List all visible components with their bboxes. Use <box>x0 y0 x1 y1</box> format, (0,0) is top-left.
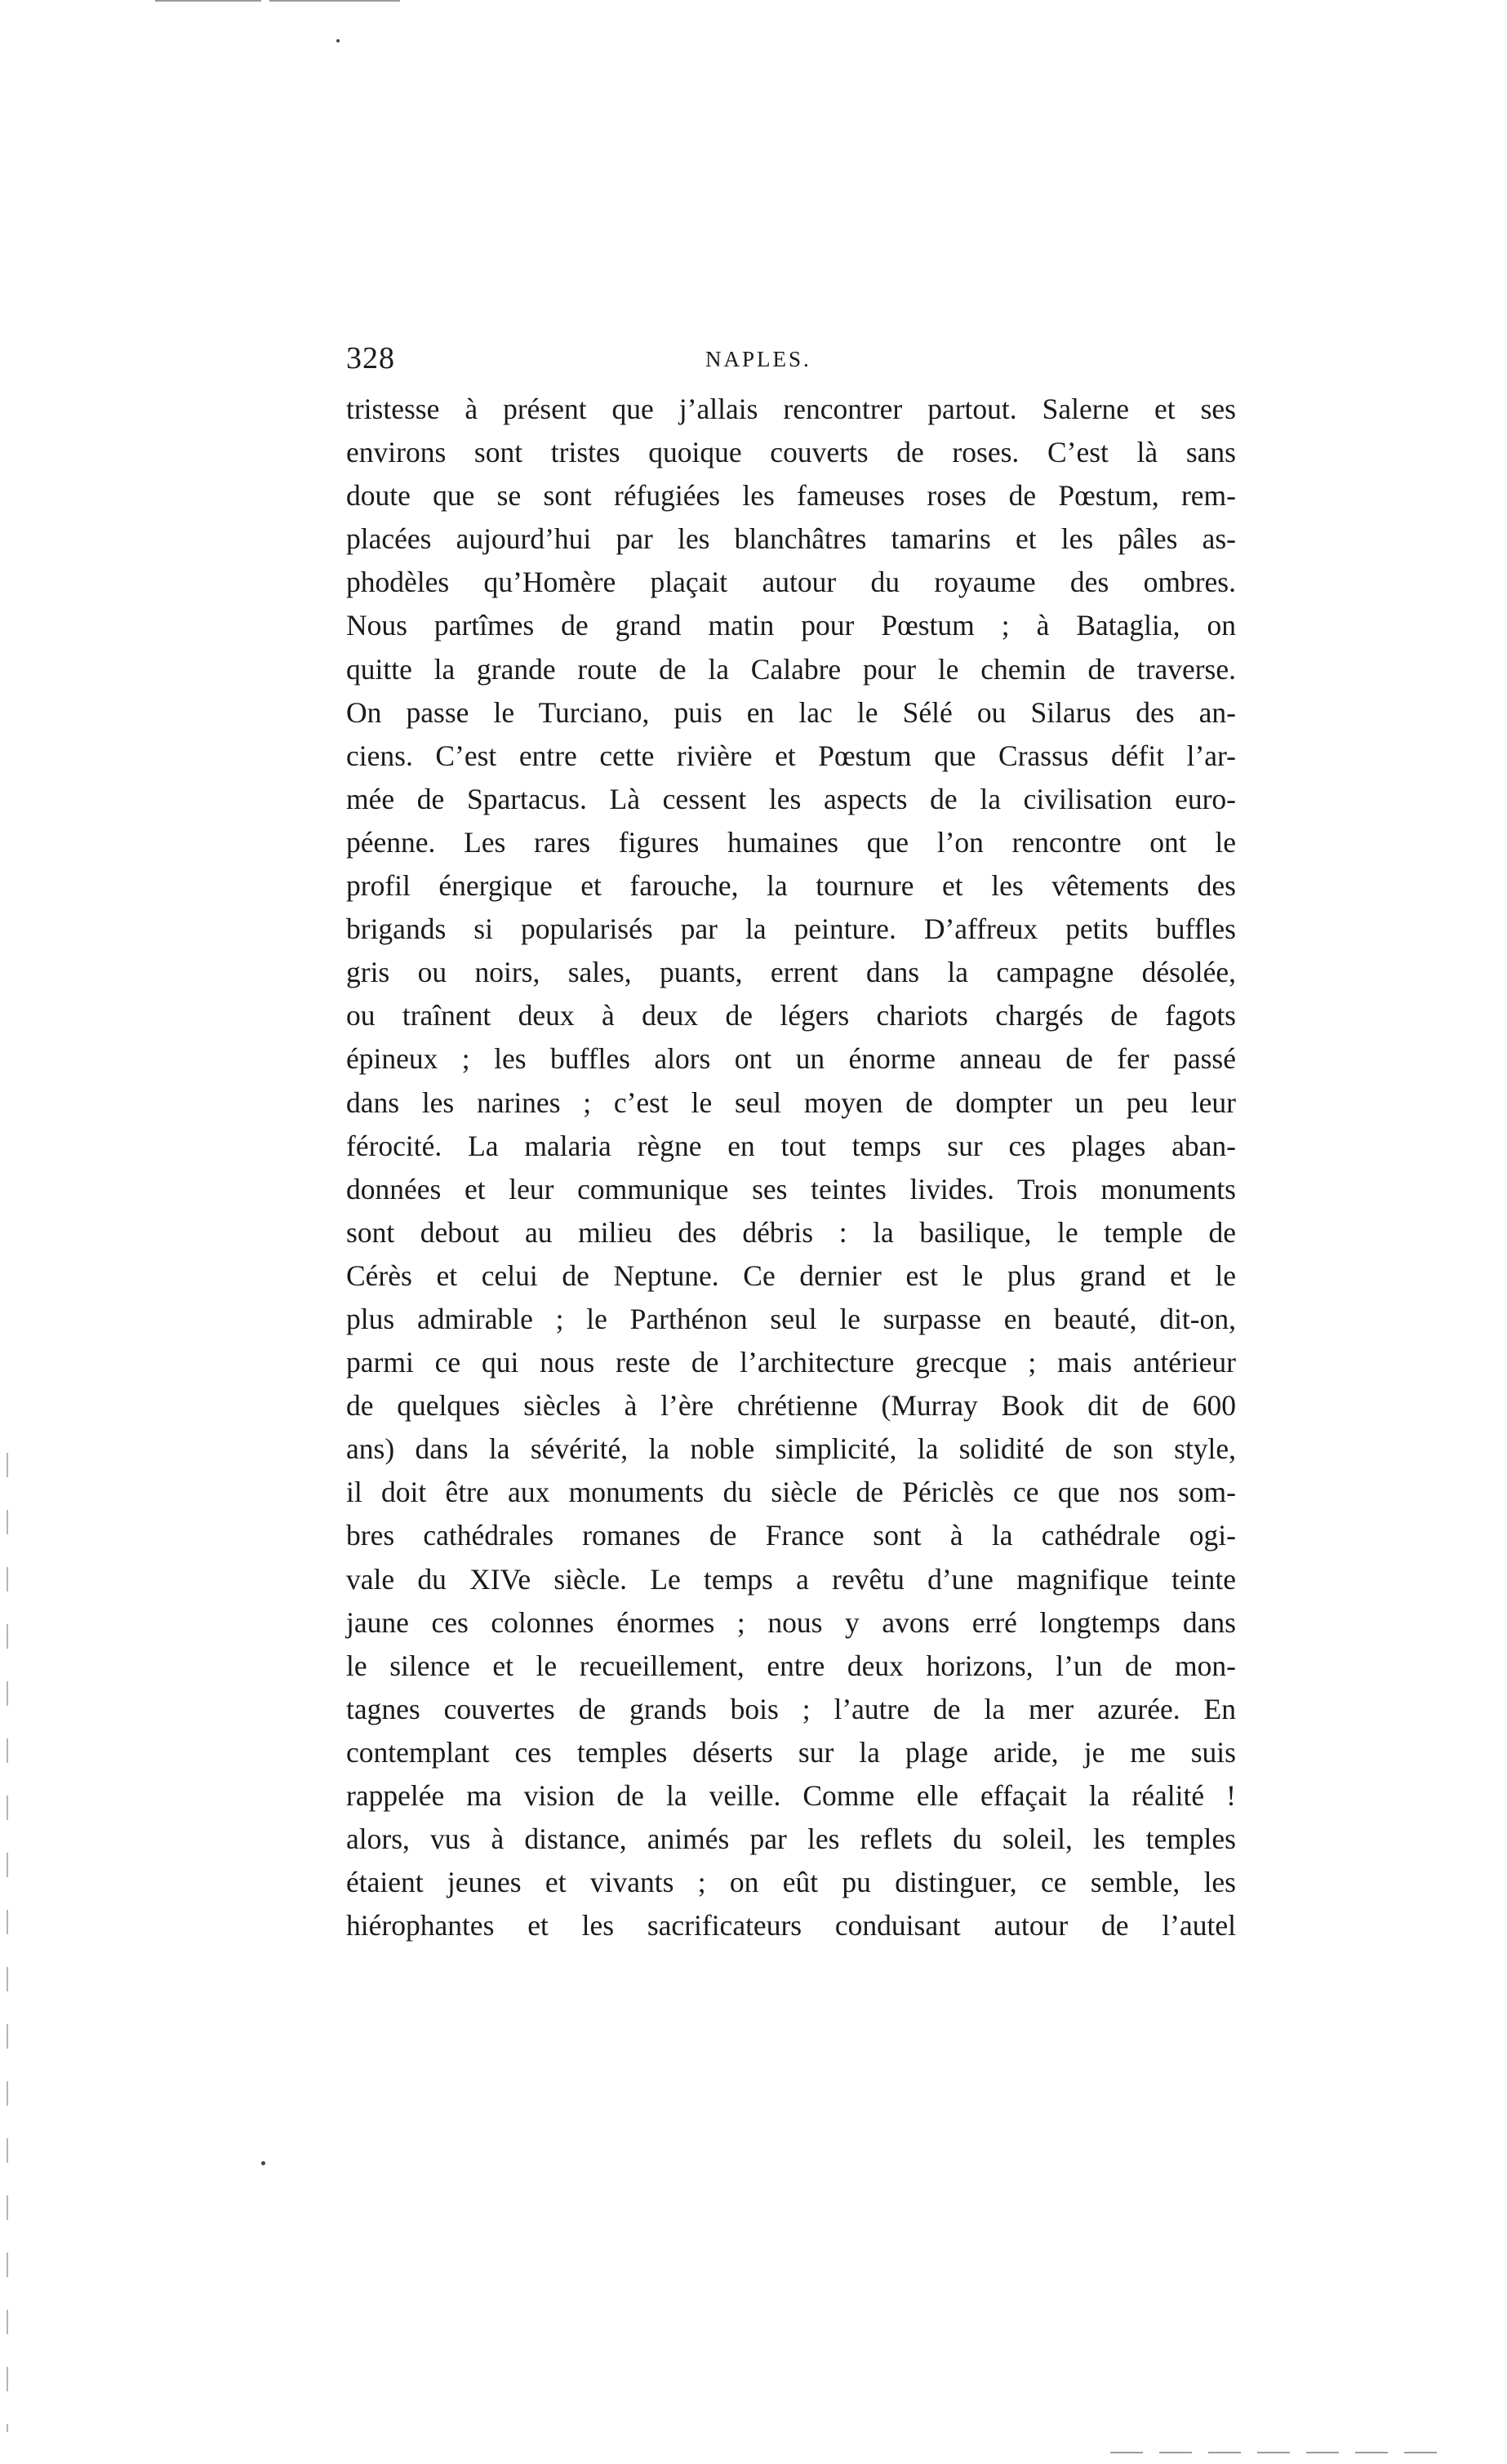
text-line: parmi ce qui nous reste de l’architecture grecque ; mais antérieur <box>346 1346 1236 1379</box>
text-line: rappelée ma vision de la veille. Comme elle effaçait la réalité ! <box>346 1779 1236 1812</box>
text-line: il doit être aux monuments du siècle de Périclès ce que nos som- <box>346 1476 1236 1509</box>
text-line: profil énergique et farouche, la tournure et les vêtements des <box>346 869 1236 903</box>
text-line: hiérophantes et les sacrificateurs conduisant autour de l’autel <box>346 1909 1236 1942</box>
text-line: quitte la grande route de la Calabre pour le chemin de traverse. <box>346 652 1236 686</box>
text-line: péenne. Les rares figures humaines que l’on rencontre ont le <box>346 825 1236 859</box>
text-line: doute que se sont réfugiées les fameuses roses de Pœstum, rem- <box>346 479 1236 513</box>
text-line: bres cathédrales romanes de France sont à la cathédrale ogi- <box>346 1519 1236 1552</box>
text-line: Cérès et celui de Neptune. Ce dernier est le plus grand et le <box>346 1259 1236 1292</box>
text-line: phodèles qu’Homère plaçait autour du royaume des ombres. <box>346 566 1236 599</box>
text-line: environs sont tristes quoique couverts de roses. C’est là sans <box>346 436 1236 469</box>
text-line: ciens. C’est entre cette rivière et Pœstum que Crassus défit l’ar- <box>346 739 1236 772</box>
text-line: tristesse à présent que j’allais rencontrer partout. Salerne et ses <box>346 393 1236 425</box>
text-line: ou traînent deux à deux de légers chariots chargés de fagots <box>346 999 1236 1032</box>
text-line: brigands si popularisés par la peinture. D’affreux petits buffles <box>346 912 1236 946</box>
text-line: alors, vus à distance, animés par les reflets du soleil, les temples <box>346 1822 1236 1856</box>
text-line: plus admirable ; le Parthénon seul le surpasse en beauté, dit-on, <box>346 1302 1236 1335</box>
text-line: données et leur communique ses teintes livides. Trois monuments <box>346 1172 1236 1205</box>
text-line: placées aujourd’hui par les blanchâtres tamarins et les pâles as- <box>346 522 1236 556</box>
text-line: mée de Spartacus. Là cessent les aspects de la civilisation euro- <box>346 782 1236 815</box>
body-text <box>346 388 1236 1947</box>
page-number: 328 <box>346 341 395 375</box>
running-head: NAPLES. <box>705 347 811 371</box>
text-line: gris ou noirs, sales, puants, errent dans la campagne désolée, <box>346 956 1236 989</box>
text-line: sont debout au milieu des débris : la basilique, le temple de <box>346 1215 1236 1249</box>
text-line: On passe le Turciano, puis en lac le Sélé ou Silarus des an- <box>346 695 1236 729</box>
scan-artifact-top-left <box>155 0 261 2</box>
ink-speck <box>261 2161 265 2165</box>
text-line: férocité. La malaria règne en tout temps sur ces plages aban- <box>346 1129 1236 1162</box>
text-line: vale du XIVe siècle. Le temps a revêtu d’une magnifique teinte <box>346 1562 1236 1596</box>
text-line: le silence et le recueillement, entre deux horizons, l’un de mon- <box>346 1649 1236 1682</box>
text-line: dans les narines ; c’est le seul moyen de dompter un peu leur <box>346 1085 1236 1119</box>
scan-artifact-bottom-right <box>1110 2452 1437 2453</box>
text-line: jaune ces colonnes énormes ; nous y avons erré longtemps dans <box>346 1605 1236 1639</box>
text-line: ans) dans la sévérité, la noble simplicité, la solidité de son style, <box>346 1432 1236 1466</box>
scan-artifact-top-mid <box>269 0 400 2</box>
text-line: contemplant ces temples déserts sur la plage aride, je me suis <box>346 1735 1236 1769</box>
text-line: étaient jeunes et vivants ; on eût pu distinguer, ce semble, les <box>346 1866 1236 1899</box>
scan-edge-marks <box>7 1453 8 2432</box>
text-line: de quelques siècles à l’ère chrétienne (Murray Book dit de 600 <box>346 1389 1236 1423</box>
ink-speck <box>336 39 340 42</box>
text-line: épineux ; les buffles alors ont un énorme anneau de fer passé <box>346 1042 1236 1076</box>
text-line: tagnes couvertes de grands bois ; l’autre de la mer azurée. En <box>346 1692 1236 1725</box>
page-header <box>346 331 1260 380</box>
text-line: Nous partîmes de grand matin pour Pœstum ; à Bataglia, on <box>346 609 1236 642</box>
